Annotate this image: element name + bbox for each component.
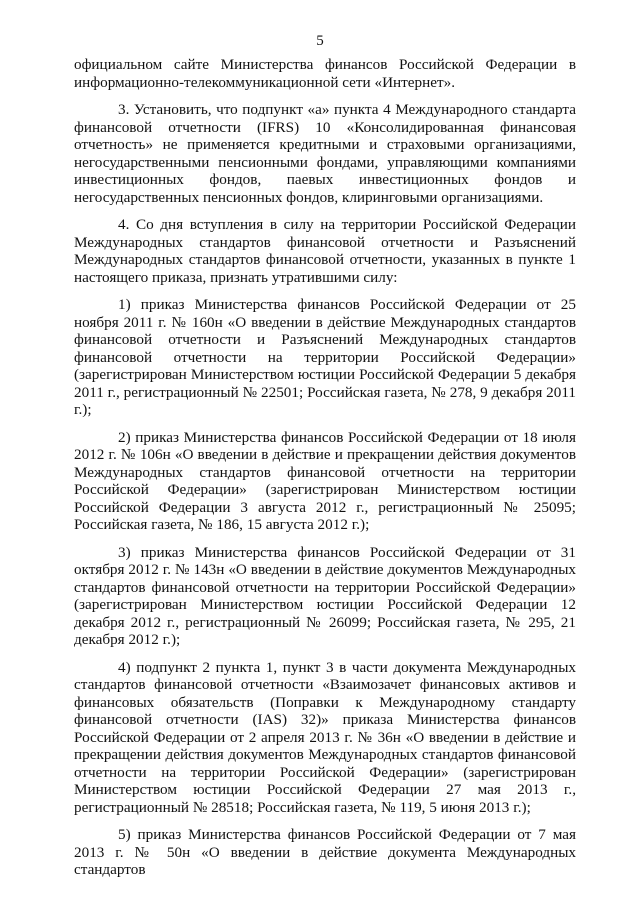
paragraph-item-3: 3. Установить, что подпункт «а» пункта 4 Международного стандарта финансовой отчетности (IFRS) 10 «Консолидированная финансовая отчетность» не применяется кредитными и страховыми организациями, негосударственными пенсионными фондами, управляющими компаниями инвестиционных фондов, паевых инвестиционных фондов и негосударственных пенсионных фондов, клиринговыми организациями.: [74, 101, 576, 206]
paragraph-item-4: 4. Со дня вступления в силу на территории Российской Федерации Международных стандартов финансовой отчетности и Разъяснений Международных стандартов финансовой отчетности, указанных в пункте 1 настоящего приказа, признать утратившими силу:: [74, 216, 576, 286]
paragraph-subitem-2: 2) приказ Министерства финансов Российской Федерации от 18 июля 2012 г. № 106н «О введении в действие и прекращении действия документов Международных стандартов финансовой отчетности на территории Российской Федерации» (зарегистрирован Министерством юстиции Российской Федерации 3 августа 2012 г., регистрационный № 25095; Российская газета, № 186, 15 августа 2012 г.);: [74, 428, 576, 533]
paragraph-subitem-5: 5) приказ Министерства финансов Российской Федерации от 7 мая 2013 г. № 50н «О введении в действие документа Международных стандартов: [74, 826, 576, 878]
document-body: [74, 56, 576, 879]
paragraph-publication-continuation: официальном сайте Министерства финансов Российской Федерации в информационно-телекоммуникационной сети «Интернет».: [74, 56, 576, 91]
paragraph-subitem-1: 1) приказ Министерства финансов Российской Федерации от 25 ноября 2011 г. № 160н «О введении в действие Международных стандартов финансовой отчетности и Разъяснений Международных стандартов финансовой отчетности на территории Российской Федерации» (зарегистрирован Министерством юстиции Российской Федерации 5 декабря 2011 г., регистрационный № 22501; Российская газета, № 278, 9 декабря 2011 г.);: [74, 296, 576, 418]
paragraph-subitem-3: 3) приказ Министерства финансов Российской Федерации от 31 октября 2012 г. № 143н «О введении в действие документов Международных стандартов финансовой отчетности на территории Российской Федерации» (зарегистрирован Министерством юстиции Российской Федерации 12 декабря 2012 г., регистрационный № 26099; Российская газета, № 295, 21 декабря 2012 г.);: [74, 543, 576, 648]
paragraph-subitem-4: 4) подпункт 2 пункта 1, пункт 3 в части документа Международных стандартов финансовой отчетности «Взаимозачет финансовых активов и финансовых обязательств (Поправки к Международному стандарту финансовой отчетности (IAS) 32)» приказа Министерства финансов Российской Федерации от 2 апреля 2013 г. № 36н «О введении в действие и прекращении действия документов Международных стандартов финансовой отчетности на территории Российской Федерации» (зарегистрирован Министерством юстиции Российской Федерации 27 мая 2013 г., регистрационный № 28518; Российская газета, № 119, 5 июня 2013 г.);: [74, 658, 576, 816]
page-number: 5: [316, 33, 324, 49]
